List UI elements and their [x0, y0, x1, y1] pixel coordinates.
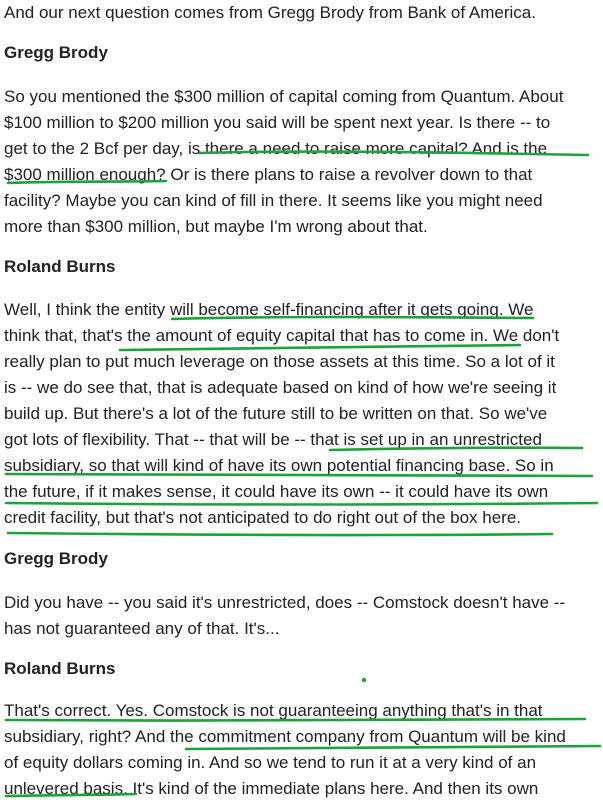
paragraph-line: facility? Maybe you can kind of fill in there. It seems like you might need — [4, 191, 543, 210]
speaker-name: Roland Burns — [4, 257, 116, 276]
speaker-paragraph — [4, 698, 566, 802]
paragraph-line: is -- we do see that, that is adequate based on kind of how we're seeing it — [4, 378, 557, 397]
ink-dot — [362, 678, 366, 682]
paragraph-line: of equity dollars coming in. And so we tend to run it at a very kind of an — [4, 753, 537, 772]
paragraph-line: think that, that's the amount of equity capital that has to come in. We don't — [4, 326, 560, 345]
paragraph-line: got lots of flexibility. That -- that will be -- that is set up in an unrestricted — [4, 430, 542, 449]
paragraph-line: $100 million to $200 million you said will be spent next year. Is there -- to — [4, 113, 551, 132]
paragraph-line: has not guaranteed any of that. It's... — [4, 619, 280, 638]
paragraph-line: subsidiary, right? And the commitment company from Quantum will be kind — [4, 727, 566, 746]
paragraph-line: get to the 2 Bcf per day, is there a need to raise more capital? And is the — [4, 139, 548, 158]
paragraph-line: Well, I think the entity will become self-financing after it gets going. We — [4, 300, 534, 319]
speaker-name: Roland Burns — [4, 659, 116, 678]
speaker-paragraph — [4, 590, 565, 642]
underline-mark — [8, 533, 552, 535]
paragraph-line: So you mentioned the $300 million of capital coming from Quantum. About — [4, 87, 564, 106]
speaker-name: Gregg Brody — [4, 549, 108, 568]
speaker-paragraph — [4, 297, 559, 531]
paragraph-line: That's correct. Yes. Comstock is not guaranteeing anything that's in that — [4, 701, 543, 720]
paragraph-line: credit facility, but that's not anticipated to do right out of the box here. — [4, 508, 522, 527]
paragraph-line: more than $300 million, but maybe I'm wrong about that. — [4, 217, 428, 236]
paragraph-line: subsidiary, so that will kind of have its own potential financing base. So in — [4, 456, 554, 475]
paragraph-line: unlevered basis. It's kind of the immediate plans here. And then its own — [4, 779, 539, 798]
paragraph-line: $300 million enough? Or is there plans to raise a revolver down to that — [4, 165, 533, 184]
speaker-paragraph — [4, 84, 563, 240]
speaker-name: Gregg Brody — [4, 43, 108, 62]
paragraph-line: really plan to put much leverage on those assets at this time. So a lot of it — [4, 352, 555, 371]
intro-text: And our next question comes from Gregg Brody from Bank of America. — [4, 3, 536, 22]
paragraph-line: build up. But there's a lot of the future still to be written on that. So we've — [4, 404, 548, 423]
paragraph-line: the future, if it makes sense, it could have its own -- it could have its own — [4, 482, 549, 501]
paragraph-line: Did you have -- you said it's unrestricted, does -- Comstock doesn't have -- — [4, 593, 566, 612]
